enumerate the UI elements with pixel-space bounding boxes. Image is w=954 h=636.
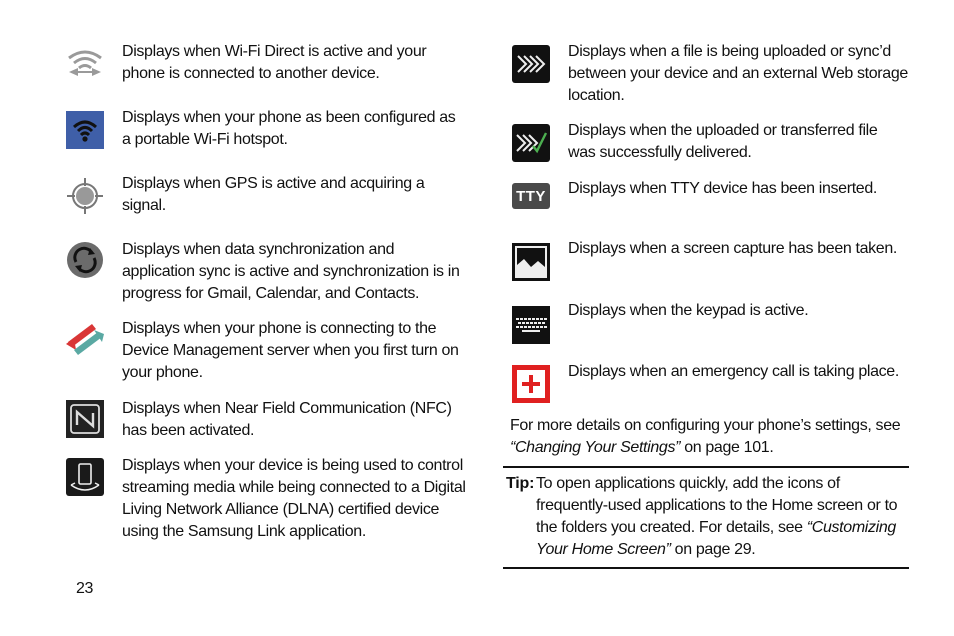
dlna-icon: [66, 458, 104, 496]
wifi-hotspot-icon: [66, 111, 104, 149]
tip-text-body: To open applications quickly, add the icons of frequently-used applications to the Home screen or to the folders you created. For details, see: [536, 475, 898, 536]
wifi-direct-icon: [66, 42, 104, 80]
dlna-description: Displays when your device is being used to control streaming media while being connected to a Digital Living Network Alliance (DLNA) certified device using the Samsung Link application.: [122, 457, 466, 540]
device-management-icon: [66, 320, 104, 358]
tip-label: Tip:: [506, 475, 535, 492]
tip-top-rule: [503, 466, 909, 468]
more-details-suffix: on page 101.: [680, 439, 774, 456]
keypad-icon: [512, 306, 550, 344]
gps-description: Displays when GPS is active and acquiring a signal.: [122, 175, 425, 214]
wifi-hotspot-description: Displays when your phone as been configured as a portable Wi-Fi hotspot.: [122, 109, 456, 148]
wifi-direct-description: Displays when Wi-Fi Direct is active and your phone is connected to another device.: [122, 43, 427, 82]
tip-text-suffix: on page 29.: [670, 541, 756, 558]
upload-sync-icon: [512, 45, 550, 83]
tty-icon-label: TTY: [516, 187, 546, 205]
tty-description: Displays when TTY device has been inserted.: [568, 180, 877, 197]
changing-settings-reference: “Changing Your Settings”: [510, 439, 681, 456]
sync-icon: [66, 241, 104, 279]
device-management-description: Displays when your phone is connecting to the Device Management server when you first turn on your phone.: [122, 320, 459, 381]
tty-icon: [512, 183, 550, 209]
screen-capture-icon: [512, 243, 550, 281]
screen-capture-description: Displays when a screen capture has been taken.: [568, 240, 897, 257]
upload-sync-description: Displays when a file is being uploaded or sync’d between your device and an external Web storage location.: [568, 43, 908, 104]
customizing-home-screen-reference: “Customizing Your Home Screen”: [536, 519, 896, 558]
nfc-description: Displays when Near Field Communication (NFC) has been activated.: [122, 400, 452, 439]
upload-complete-description: Displays when the uploaded or transferred file was successfully delivered.: [568, 122, 878, 161]
more-details-paragraph: [510, 415, 905, 459]
nfc-icon: [66, 400, 104, 438]
more-details-prefix: For more details on configuring your phone’s settings, see: [510, 417, 901, 434]
page-number: 23: [76, 580, 94, 597]
tip-text: [536, 473, 908, 561]
keypad-description: Displays when the keypad is active.: [568, 302, 809, 319]
gps-icon: [66, 177, 104, 215]
sync-description: Displays when data synchronization and application sync is active and synchronization is in progress for Gmail, Calendar, and Contacts.: [122, 241, 460, 302]
emergency-call-icon: [512, 365, 550, 403]
tip-bottom-rule: [503, 567, 909, 569]
upload-complete-icon: [512, 124, 550, 162]
emergency-call-description: Displays when an emergency call is taking place.: [568, 363, 899, 380]
